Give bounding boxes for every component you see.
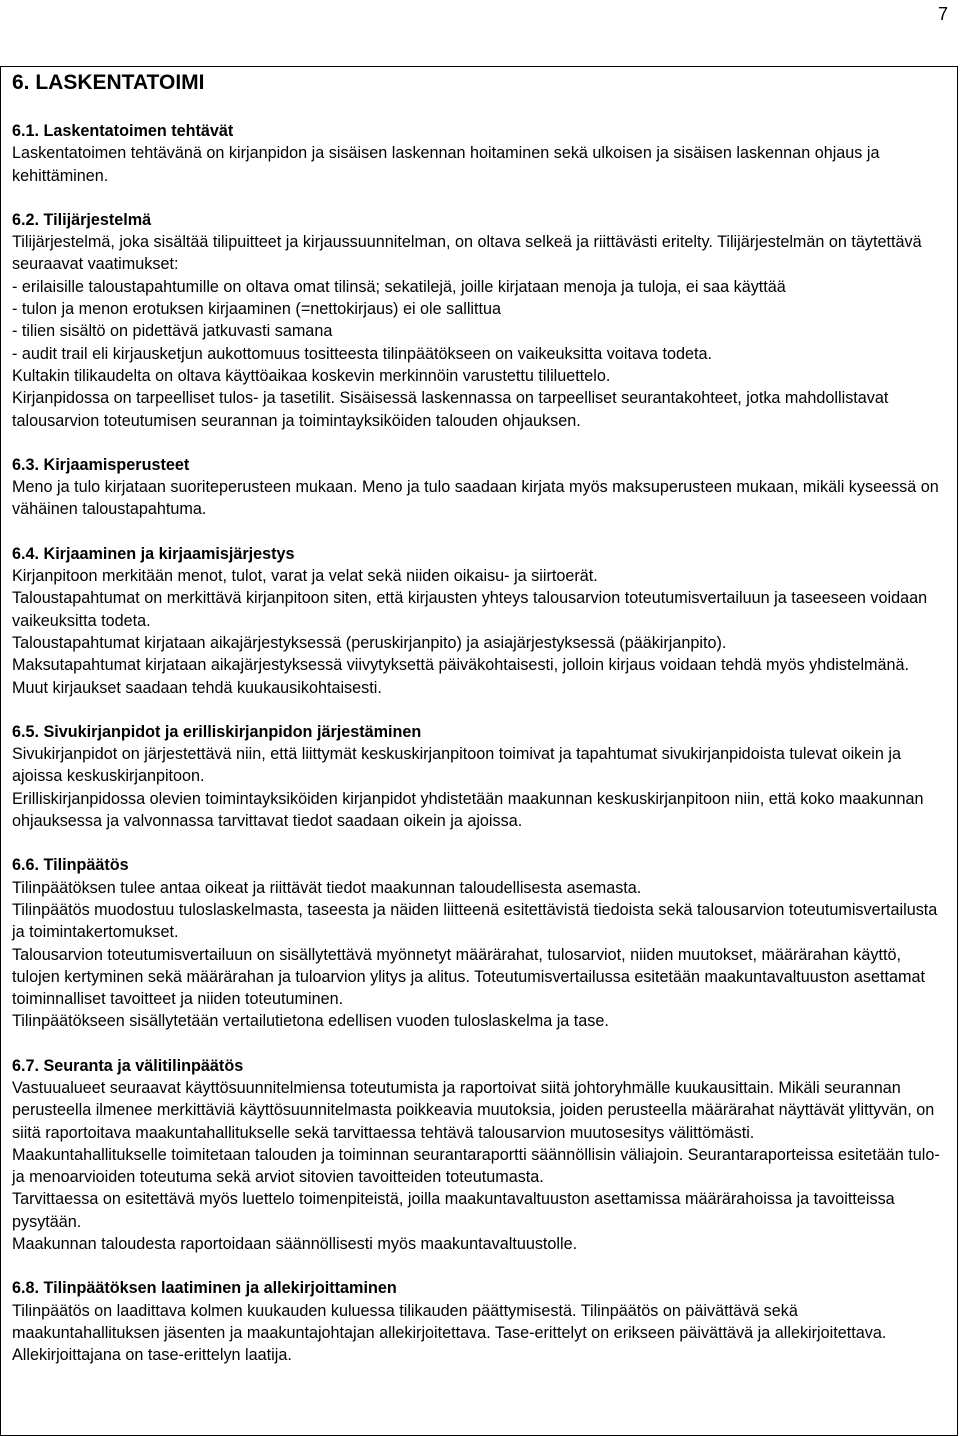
paragraph: Tilinpäätös muodostuu tuloslaskelmasta, taseesta ja näiden liitteenä esitettävistä tiedoista sekä talousarvion toteutumisvertailusta ja toimintakertomukset. (12, 900, 938, 942)
section-6-8 (12, 1277, 942, 1366)
paragraph: Taloustapahtumat kirjataan aikajärjestyksessä (peruskirjanpito) ja asiajärjestyksessä (pääkirjanpito). (12, 633, 727, 652)
document-body (12, 70, 942, 1389)
section-6-5 (12, 721, 942, 832)
paragraph: Laskentatoimen tehtävänä on kirjanpidon ja sisäisen laskennan hoitaminen sekä ulkoisen ja sisäisen laskennan ohjaus ja kehittäminen. (12, 144, 880, 185)
section-6-1 (12, 120, 942, 187)
section-6-3 (12, 454, 942, 521)
section-heading: 6.8. Tilinpäätöksen laatiminen ja allekirjoittaminen (12, 1279, 397, 1298)
section-6-7 (12, 1055, 942, 1256)
page-number: 7 (937, 4, 948, 24)
list-item: - tilien sisältö on pidettävä jatkuvasti samana (12, 322, 333, 341)
section-heading: 6.1. Laskentatoimen tehtävät (12, 122, 234, 140)
paragraph: Maksutapahtumat kirjataan aikajärjestyksessä viivytyksettä päiväkohtaisesti, jolloin kirjaus voidaan tehdä myös yhdistelmänä. Muut kirjaukset saadaan tehdä kuukausikohtaisesti. (12, 656, 910, 697)
section-heading: 6.5. Sivukirjanpidot ja erilliskirjanpidon järjestäminen (12, 722, 422, 741)
paragraph: Kirjanpidossa on tarpeelliset tulos- ja tasetilit. Sisäisessä laskennassa on tarpeelliset seurantakohteet, jotka mahdollistavat talousarvion toteutumisen seurannan ja toimintayksiköiden talouden ohjauksen. (12, 389, 889, 430)
paragraph: Maakuntahallitukselle toimitetaan talouden ja toiminnan seurantaraportti säännöllisin väliajoin. Seurantaraporteissa esitetään tulo- ja menoarvioiden toteutuma sekä arviot sitovien tavoitteiden toteutumasta. (12, 1145, 940, 1187)
chapter-title: 6. LASKENTATOIMI (12, 71, 205, 94)
paragraph: Vastuualueet seuraavat käyttösuunnitelmiensa toteutumista ja raportoivat siitä johtoryhmälle kuukausittain. Mikäli seurannan perusteella ilmenee merkittäviä käyttösuunnitelmasta poikkeavia muutoksia, joiden perusteella määrärahat näyttävät ylittyvän, on siitä raportoitava maakuntahallitukselle sekä tarvittaessa tehtävä talousarvion muutosesitys välittömästi. (12, 1078, 935, 1142)
list-item: - tulon ja menon erotuksen kirjaaminen (=nettokirjaus) ei ole sallittua (12, 300, 502, 319)
paragraph: Kultakin tilikaudelta on oltava käyttöaikaa koskevin merkinnöin varustettu tililuettelo. (12, 366, 611, 385)
section-heading: 6.6. Tilinpäätös (12, 856, 129, 875)
section-heading: 6.3. Kirjaamisperusteet (12, 455, 190, 474)
section-heading: 6.7. Seuranta ja välitilinpäätös (12, 1056, 244, 1075)
section-6-4 (12, 543, 942, 699)
paragraph: Erilliskirjanpidossa olevien toimintayksiköiden kirjanpidot yhdistetään maakunnan keskuskirjanpitoon niin, että koko maakunnan ohjauksessa ja valvonnassa tarvittavat tiedot saadaan oikein ja ajoissa. (12, 789, 924, 831)
section-6-6 (12, 854, 942, 1032)
paragraph: Tilinpäätöksen tulee antaa oikeat ja riittävät tiedot maakunnan taloudellisesta asemasta. (12, 878, 642, 897)
section-heading: 6.4. Kirjaaminen ja kirjaamisjärjestys (12, 544, 295, 563)
paragraph: Kirjanpitoon merkitään menot, tulot, varat ja velat sekä niiden oikaisu- ja siirtoerät. (12, 567, 598, 586)
section-6-2 (12, 209, 942, 432)
paragraph: Meno ja tulo kirjataan suoriteperusteen mukaan. Meno ja tulo saadaan kirjata myös maksuperusteen mukaan, mikäli kyseessä on vähäinen taloustapahtuma. (12, 478, 939, 519)
paragraph: Taloustapahtumat on merkittävä kirjanpitoon siten, että kirjausten yhteys talousarvion toteutumisvertailuun ja taseeseen voidaan vaikeuksitta todeta. (12, 589, 928, 630)
paragraph: Maakunnan taloudesta raportoidaan säännöllisesti myös maakuntavaltuustolle. (12, 1235, 578, 1254)
list-item: - audit trail eli kirjausketjun aukottomuus tositteesta tilinpäätökseen on vaikeuksitta voitava todeta. (12, 344, 713, 363)
paragraph: Tilinpäätökseen sisällytetään vertailutietona edellisen vuoden tuloslaskelma ja tase. (12, 1012, 609, 1031)
paragraph: Tilinpäätös on laadittava kolmen kuukauden kuluessa tilikauden päättymisestä. Tilinpäätös on päivättävä sekä maakuntahallituksen jäsenten ja maakuntajohtajan allekirjoitettava. Tase-erittelyt on erikseen päivättävä ja allekirjoitettava. Allekirjoittajana on tase-erittelyn laatija. (12, 1301, 887, 1365)
paragraph: Talousarvion toteutumisvertailuun on sisällytettävä myönnetyt määrärahat, tulosarviot, niiden muutokset, määrärahan käyttö, tulojen kertyminen sekä määrärahan ja tuloarvion ylitys ja alitus. Toteutumisvertailussa esitetään maakuntavaltuuston asettamat toiminnalliset tavoitteet ja niiden toteutuminen. (12, 945, 925, 1009)
section-heading: 6.2. Tilijärjestelmä (12, 210, 152, 229)
paragraph: Tarvittaessa on esitettävä myös luettelo toimenpiteistä, joilla maakuntavaltuuston asettamissa määrärahoissa ja tavoitteissa pysytään. (12, 1190, 895, 1231)
paragraph: Tilijärjestelmä, joka sisältää tilipuitteet ja kirjaussuunnitelman, on oltava selkeä ja riittävästi eritelty. Tilijärjestelmän on täytettävä seuraavat vaatimukset: (12, 233, 922, 274)
list-item: - erilaisille taloustapahtumille on oltava omat tilinsä; sekatilejä, joille kirjataan menoja ja tuloja, ei saa käyttää (12, 277, 786, 296)
paragraph: Sivukirjanpidot on järjestettävä niin, että liittymät keskuskirjanpitoon toimivat ja tapahtumat sivukirjanpidoista tulevat oikein ja ajoissa keskuskirjanpitoon. (12, 745, 901, 786)
